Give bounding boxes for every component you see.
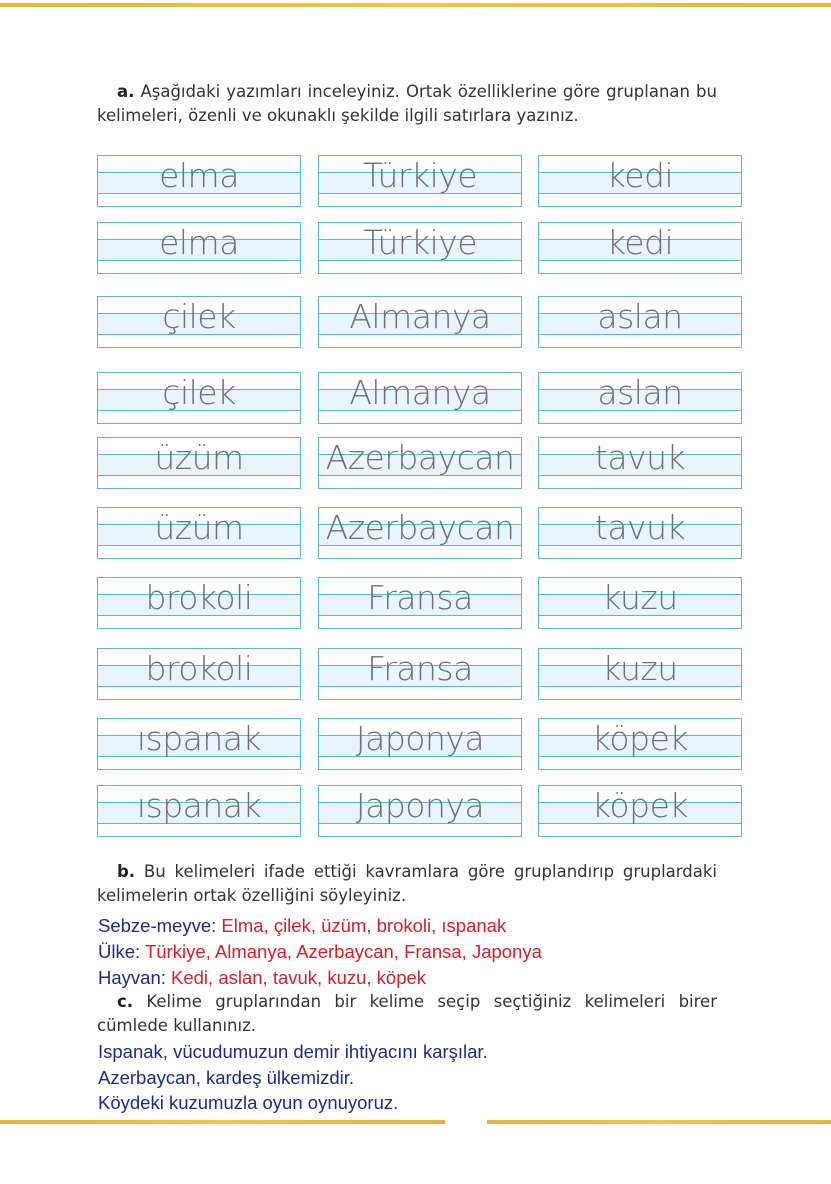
group-answer: Ülke: Türkiye, Almanya, Azerbaycan, Fransa, Japonya <box>98 941 542 962</box>
practice-word: Azerbaycan <box>325 508 515 547</box>
bottom-divider <box>487 1120 831 1124</box>
practice-word: aslan <box>597 297 683 336</box>
practice-word: Japonya <box>355 786 485 825</box>
practice-word: çilek <box>162 297 236 336</box>
practice-word: üzüm <box>154 438 244 477</box>
instruction-c <box>97 990 717 1038</box>
writing-box <box>97 718 301 770</box>
practice-word: Türkiye <box>362 223 478 262</box>
writing-box <box>538 785 742 837</box>
practice-word: aslan <box>597 373 683 412</box>
writing-box <box>318 785 522 837</box>
writing-box <box>318 155 522 207</box>
practice-word: Almanya <box>349 373 491 412</box>
practice-word: Japonya <box>355 719 485 758</box>
writing-box <box>538 296 742 348</box>
writing-box <box>97 648 301 700</box>
practice-word: brokoli <box>145 649 253 688</box>
writing-box <box>97 437 301 489</box>
practice-word: Türkiye <box>362 156 478 195</box>
practice-word: köpek <box>592 786 688 825</box>
bottom-divider <box>0 1120 445 1124</box>
practice-word: Azerbaycan <box>325 438 515 477</box>
writing-box <box>318 718 522 770</box>
section-b-label: b. <box>117 862 136 881</box>
practice-word: Fransa <box>367 649 473 688</box>
writing-box <box>318 296 522 348</box>
practice-word: kedi <box>606 223 674 262</box>
group-answer: Sebze-meyve: Elma, çilek, üzüm, brokoli, ıspanak <box>98 915 507 936</box>
practice-word: Fransa <box>367 578 473 617</box>
writing-box <box>318 507 522 559</box>
practice-word: tavuk <box>594 508 686 547</box>
sentence-answer: Ispanak, vücudumuzun demir ihtiyacını karşılar. <box>98 1041 488 1062</box>
writing-box <box>538 437 742 489</box>
sentence-answer: Azerbaycan, kardeş ülkemizdir. <box>98 1067 355 1088</box>
section-a-label: a. <box>117 82 135 101</box>
writing-box <box>538 507 742 559</box>
writing-box <box>97 577 301 629</box>
instruction-b <box>97 860 717 908</box>
practice-word: kedi <box>606 156 674 195</box>
writing-box <box>97 222 301 274</box>
top-divider <box>0 3 831 7</box>
practice-word: Almanya <box>349 297 491 336</box>
practice-word: çilek <box>162 373 236 412</box>
writing-box <box>318 372 522 424</box>
practice-word: tavuk <box>594 438 686 477</box>
section-c-text: Kelime gruplarından bir kelime seçip seçtiğiniz kelimeleri birer cümlede kullanınız. <box>97 992 717 1035</box>
writing-box <box>538 577 742 629</box>
practice-word: köpek <box>592 719 688 758</box>
writing-box <box>97 296 301 348</box>
writing-box <box>318 577 522 629</box>
instruction-a <box>97 80 717 128</box>
section-c-label: c. <box>117 992 134 1011</box>
writing-box <box>97 785 301 837</box>
writing-box <box>318 222 522 274</box>
group-answer: Hayvan: Kedi, aslan, tavuk, kuzu, köpek <box>98 967 427 988</box>
practice-word: elma <box>159 156 239 195</box>
practice-word: brokoli <box>145 578 253 617</box>
writing-box <box>97 372 301 424</box>
practice-word: kuzu <box>602 649 678 688</box>
practice-word: kuzu <box>602 578 678 617</box>
writing-box <box>538 718 742 770</box>
writing-box <box>538 648 742 700</box>
writing-box <box>97 155 301 207</box>
writing-box <box>538 372 742 424</box>
practice-word: üzüm <box>154 508 244 547</box>
practice-word: ıspanak <box>136 786 262 825</box>
writing-box <box>318 437 522 489</box>
practice-word: elma <box>159 223 239 262</box>
writing-box <box>318 648 522 700</box>
section-b-text: Bu kelimeleri ifade ettiği kavramlara göre gruplandırıp gruplardaki kelimelerin ortak özelliğini söyleyiniz. <box>97 862 717 905</box>
writing-box <box>538 155 742 207</box>
practice-word: ıspanak <box>136 719 262 758</box>
sentence-answer: Köydeki kuzumuzla oyun oynuyoruz. <box>98 1092 399 1113</box>
writing-box <box>97 507 301 559</box>
section-a-text: Aşağıdaki yazımları inceleyiniz. Ortak özelliklerine göre gruplanan bu kelimeleri, özenli ve okunaklı şekilde ilgili satırlara yazınız. <box>97 82 717 125</box>
writing-box <box>538 222 742 274</box>
